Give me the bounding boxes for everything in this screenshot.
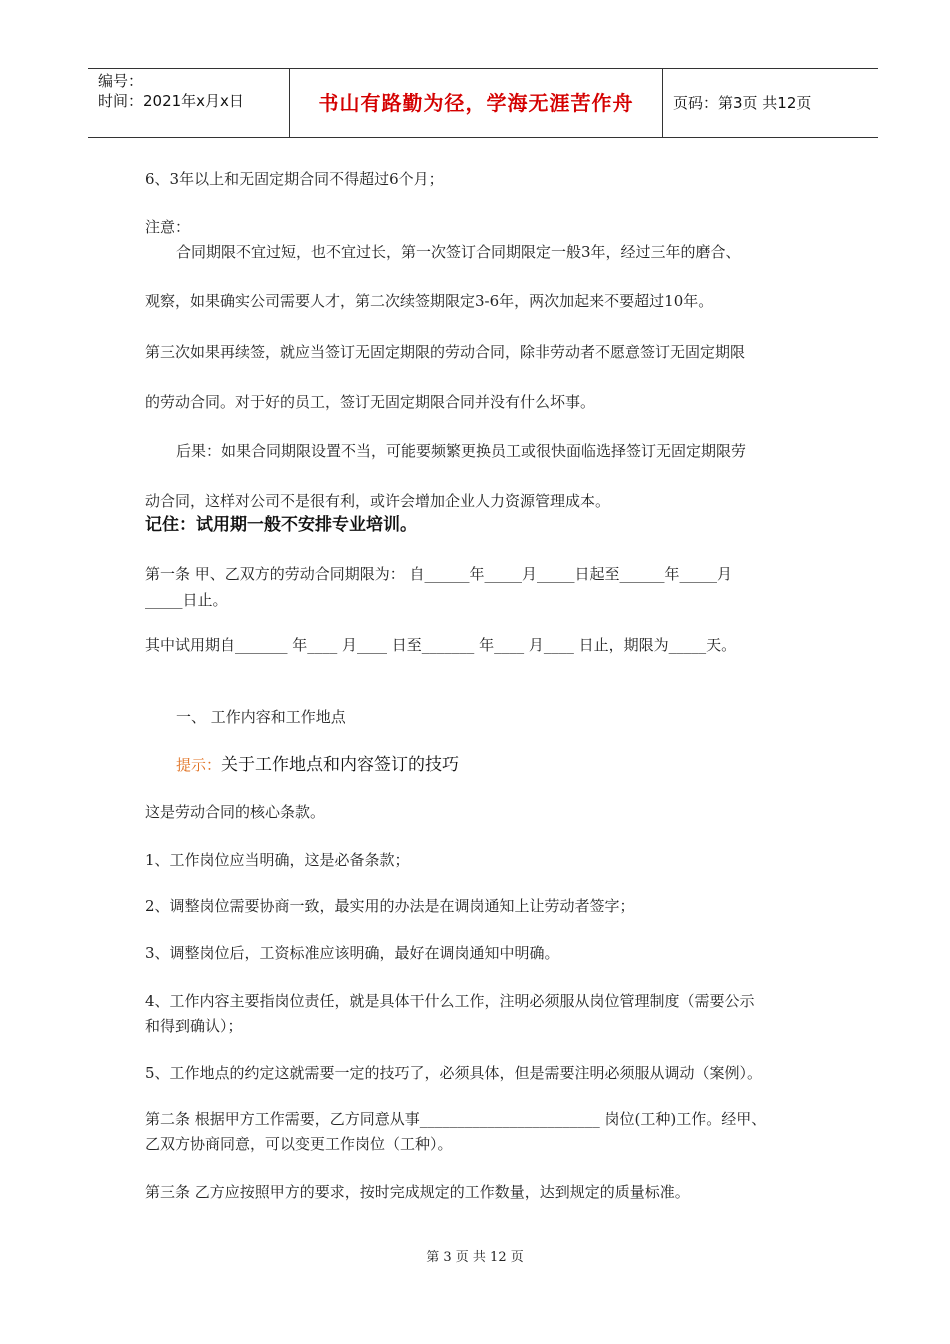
header-motto: 书山有路勤为径，学海无涯苦作舟 bbox=[290, 69, 663, 137]
paragraph: 的劳动合同。对于好的员工，签订无固定期限合同并没有什么坏事。 bbox=[145, 393, 596, 411]
tip-heading bbox=[176, 754, 459, 776]
header-meta bbox=[88, 69, 290, 137]
list-item: 2、调整岗位需要协商一致，最实用的办法是在调岗通知上让劳动者签字； bbox=[145, 897, 635, 915]
list-item: 1、工作岗位应当明确，这是必备条款； bbox=[145, 851, 410, 869]
paragraph: 动合同，这样对公司不是很有利，或许会增加企业人力资源管理成本。 bbox=[145, 492, 611, 510]
tip-text: 关于工作地点和内容签订的技巧 bbox=[221, 755, 460, 775]
header-page-label: 页码：第3页 共12页 bbox=[673, 94, 812, 112]
paragraph: 后果：如果合同期限设置不当，可能要频繁更换员工或很快面临选择签订无固定期限劳 bbox=[176, 442, 747, 460]
page-header bbox=[88, 68, 878, 138]
article-3: 第三条 乙方应按照甲方的要求，按时完成规定的工作数量，达到规定的质量标准。 bbox=[145, 1183, 690, 1201]
section-heading: 一、 工作内容和工作地点 bbox=[176, 708, 346, 726]
paragraph: 注意： bbox=[145, 218, 191, 236]
paragraph: 第三次如果再续签，就应当签订无固定期限的劳动合同，除非劳动者不愿意签订无固定期限 bbox=[145, 343, 746, 361]
paragraph: 观察，如果确实公司需要人才，第二次续签期限定3-6年，两次加起来不要超过10年。 bbox=[145, 292, 714, 310]
paragraph: 合同期限不宜过短，也不宜过长，第一次签订合同期限定一般3年，经过三年的磨合、 bbox=[176, 243, 741, 261]
list-item: 5、工作地点的约定这就需要一定的技巧了，必须具体，但是需要注明必须服从调动（案例）。 bbox=[145, 1064, 763, 1082]
number-label: 编号： bbox=[98, 72, 144, 90]
article-1-line-2: _____日止。 bbox=[145, 591, 228, 609]
page-footer: 第 3 页 共 12 页 bbox=[426, 1250, 524, 1265]
probation-line: 其中试用期自_______ 年____ 月____ 日至_______ 年____ 月____ 日止，期限为_____天。 bbox=[145, 636, 737, 654]
date-label: 时间：2021年x月x日 bbox=[98, 92, 244, 110]
reminder-heading: 记住：试用期一般不安排专业培训。 bbox=[145, 515, 417, 535]
list-item-cont: 和得到确认）； bbox=[145, 1017, 243, 1035]
list-item: 3、调整岗位后，工资标准应该明确，最好在调岗通知中明确。 bbox=[145, 944, 560, 962]
paragraph: 这是劳动合同的核心条款。 bbox=[145, 803, 326, 821]
article-2-line-1: 第二条 根据甲方工作需要，乙方同意从事________________________ 岗位(工种)工作。经甲、 bbox=[145, 1110, 767, 1128]
list-item: 4、工作内容主要指岗位责任，就是具体干什么工作，注明必须服从岗位管理制度（需要公示 bbox=[145, 992, 755, 1010]
tip-label: 提示： bbox=[176, 756, 222, 774]
paragraph: 6、3年以上和无固定期合同不得超过6个月； bbox=[145, 170, 444, 188]
article-2-line-2: 乙双方协商同意，可以变更工作岗位（工种）。 bbox=[145, 1135, 453, 1153]
article-1-line-1: 第一条 甲、乙双方的劳动合同期限为： 自______年_____月_____日起至______年_____月 bbox=[145, 565, 733, 583]
